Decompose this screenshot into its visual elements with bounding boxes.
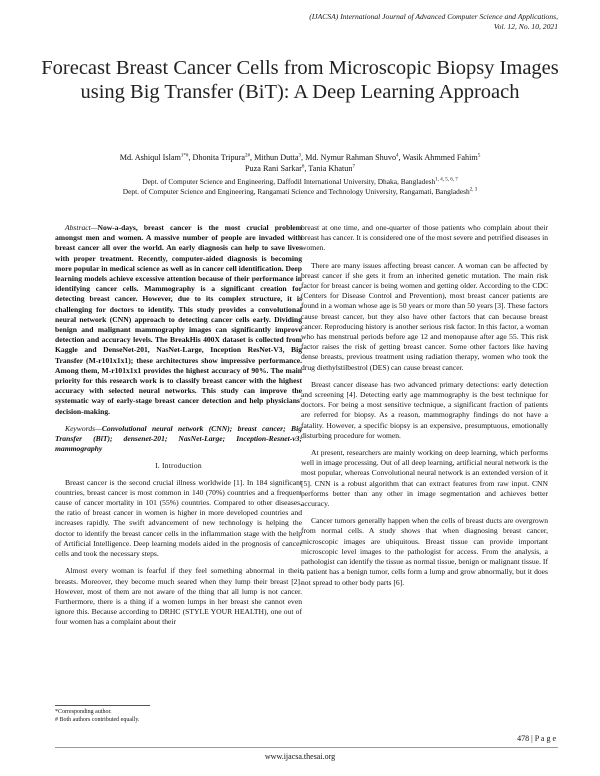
author-sup: 7 xyxy=(352,164,355,170)
journal-volume: Vol. 12, No. 10, 2021 xyxy=(493,22,558,31)
journal-header xyxy=(228,12,558,32)
author-sup: 4 xyxy=(396,153,399,159)
author-sup: 3 xyxy=(298,153,301,159)
paragraph: Cancer tumors generally happen when the cells of breast ducts are overgrown from normal cells. A study shows that when diagnosing breast cancer, microscopic images are ubiquitous. Breast tissue can provide important microscopic level images to the pathologist for access. From the analysis, a pathologist can identify the tissue as normal tissue, benign or malignant tissue. If a patient has a benign tumor, cells form a lump and grow abnormally, but it does not spread to other body parts [6]. xyxy=(301,516,548,587)
footnote-divider xyxy=(55,705,150,706)
affiliation-2 xyxy=(40,187,560,197)
paper-title: Forecast Breast Cancer Cells from Microscopic Biopsy Images using Big Transfer (BiT): A Deep Learning Approach xyxy=(41,57,559,103)
affiliation-1 xyxy=(40,177,560,187)
paragraph: At present, researchers are mainly working on deep learning, which performs well in image processing. Out of all deep learning, artificial neural network is the most popular, whereas Convolutional neural network is an extended version of it [5]. CNN is a robust algorithm that can extract features from raw input. CNN performs better than any other in image segmentation and achieves better accuracy. xyxy=(301,448,548,509)
keywords xyxy=(55,424,302,455)
author-sup: 2# xyxy=(245,153,251,159)
author-name: Wasik Ahmmed Fahim xyxy=(402,153,478,162)
affiliation-text: Dept. of Computer Science and Engineering, Rangamati Science and Technology University, Rangamati, Bangladesh xyxy=(122,187,470,196)
keywords-text: Convolutional neural network (CNN); breast cancer; Big Transfer (BiT); densenet-201; NasNet-Large; Inception-Resnet-v3; mammography xyxy=(55,423,302,454)
paragraph: Breast cancer disease has two advanced primary detections: early detection and screening [4]. Detecting early age mammography is the best technique for doctors. For being a most sensitive technique, a significant fraction of patients are referred for biopsy. As a reason, mammography findings do not have a fatality. However, a specific biopsy is an expensive, presumptuous, emotionally disturbing procedure for women. xyxy=(301,379,548,440)
author-sup: 5 xyxy=(477,153,481,159)
affiliation-sup: 2, 3 xyxy=(469,187,478,193)
author-name: Puza Rani Sarkar xyxy=(244,164,302,173)
paragraph: Breast cancer is the second crucial illness worldwide [1]. In 184 significant countries, breast cancer is most common in 140 (70%) countries and a frequent cause of cancer mortality in 101 (55%) countries. Compared to other diseases, the ratio of breast cancer in women is higher in more developed countries and increases rapidly. The swift advancement of new technology is helping the doctor to identify the breast cancer cells in the inflammation stage with the help of Artificial Intelligence. Deep learning models aided in the prognosis of cancer cells and took the necessary steps. xyxy=(55,477,302,559)
section-heading-introduction: I. Introduction xyxy=(155,461,202,471)
abstract-text: Now-a-days, breast cancer is the most crucial problem amongst men and women. A massive number of people are invaded with breast cancer all over the world. An early diagnosis can help to save lives with proper treatment. Recently, computer-aided diagnosis is becoming more popular in medical science as well as in cancer cell identification. Deep learning models achieve excessive attention because of their performance in identifying cancer cells. Mammography is a significant creation for detecting breast cancer. However, due to its complex structure, it is challenging for doctors to identify. This study provides a convolutional neural network (CNN) approach to detecting cancer cells early. Dividing benign and malignant mammography images can significantly improve detection and accuracy levels. The BreakHis 400X dataset is collected from Kaggle and DenseNet-201, NasNet-Large, Inception ResNet-V3, Big Transfer (M-r101x1x1); these architectures show impressive performance. Among them, M-r101x1x1 provides the highest accuracy of 90%. The main priority for this research work is to classify breast cancer with the highest accuracy with selected neural networks. This study can improve the systematic way of early-stage breast cancer detection and help physicians' decision-making. xyxy=(55,223,302,416)
abstract xyxy=(55,223,302,417)
author-name: Md. Ashiqul Islam xyxy=(119,153,181,162)
footnotes xyxy=(55,705,302,724)
author-name: Md. Nymur Rahman Shuvo xyxy=(305,153,397,162)
paragraph: Almost every woman is fearful if they feel something abnormal in their breasts. Moreover, they become much seared when they lump their breast [2]. However, most of them are not aware of the thing that all lump is not cancer. Furthermore, there is a thing if a women lumps in her breast she cannot even ignore this. Because according to DRHC (STYLE YOUR HEALTH), one out of four women has a complaint about their xyxy=(55,566,302,627)
author-list: Md. Ashiqul Islam$^{1*\#}$, Dhonita Tripura$^{2\#}$, Mithun Dutta$^3$, Md. Nymur Rahman Shuvo$^4$, Wasik Ahmmed Fahim$^5$ Puza Rani Sarkar$^6$, Tania Khatun$^7$ xyxy=(119,153,481,173)
footnote-corresponding: *Corresponding author. xyxy=(55,709,112,715)
right-column xyxy=(301,223,548,595)
paragraph: breast at one time, and one-quarter of those patients who complain about their breast has cancer. It is considered one of the most severe and petrified diseases in women. xyxy=(301,223,548,253)
footnote-equal-contribution: # Both authors contributed equally. xyxy=(55,717,140,723)
author-name: Dhonita Tripura xyxy=(192,153,246,162)
left-column xyxy=(55,223,302,635)
affiliation-sup: 1, 4, 5, 6, 7 xyxy=(435,177,458,183)
footer-divider xyxy=(55,747,558,748)
affiliations xyxy=(40,177,560,197)
author-name: Tania Khatun xyxy=(308,164,353,173)
abstract-label: Abstract— xyxy=(65,223,98,232)
author-sup: 6 xyxy=(301,164,305,170)
keywords-label: Keywords— xyxy=(65,423,102,433)
author-sup: 1*# xyxy=(180,153,189,159)
page-number: 478 | P a g e xyxy=(517,734,556,743)
affiliation-text: Dept. of Computer Science and Engineering, Daffodil International University, Dhaka, Bangladesh xyxy=(142,177,436,186)
paragraph: There are many issues affecting breast cancer. A woman can be affected by breast cancer if she gets it from an inherited genetic mutation. The main risk factor for breast cancer is being women and getting older. According to the CDC (Centers for Disease Control and Prevention), most breast cancer patients are found in a woman whose age is 50 years or more than 50 years [3]. These factors cause breast cancer, but they also have other factors that can because breast cancer. Reproducing history is another serious risk factor. In this factor, a woman who has menstrual periods before age 12 and menopause after age 55. This risk factor raises the risk of getting breast cancer. Some other factors like having dense breasts, previous treatment using radiation therapy, women who took the drug diethylstilbestrol (DES) can cause breast cancer. xyxy=(301,260,548,372)
journal-name: (IJACSA) International Journal of Advanced Computer Science and Applications, xyxy=(309,12,558,21)
author-name: Mithun Dutta xyxy=(254,153,299,162)
footer-url: www.ijacsa.thesai.org xyxy=(264,752,336,761)
